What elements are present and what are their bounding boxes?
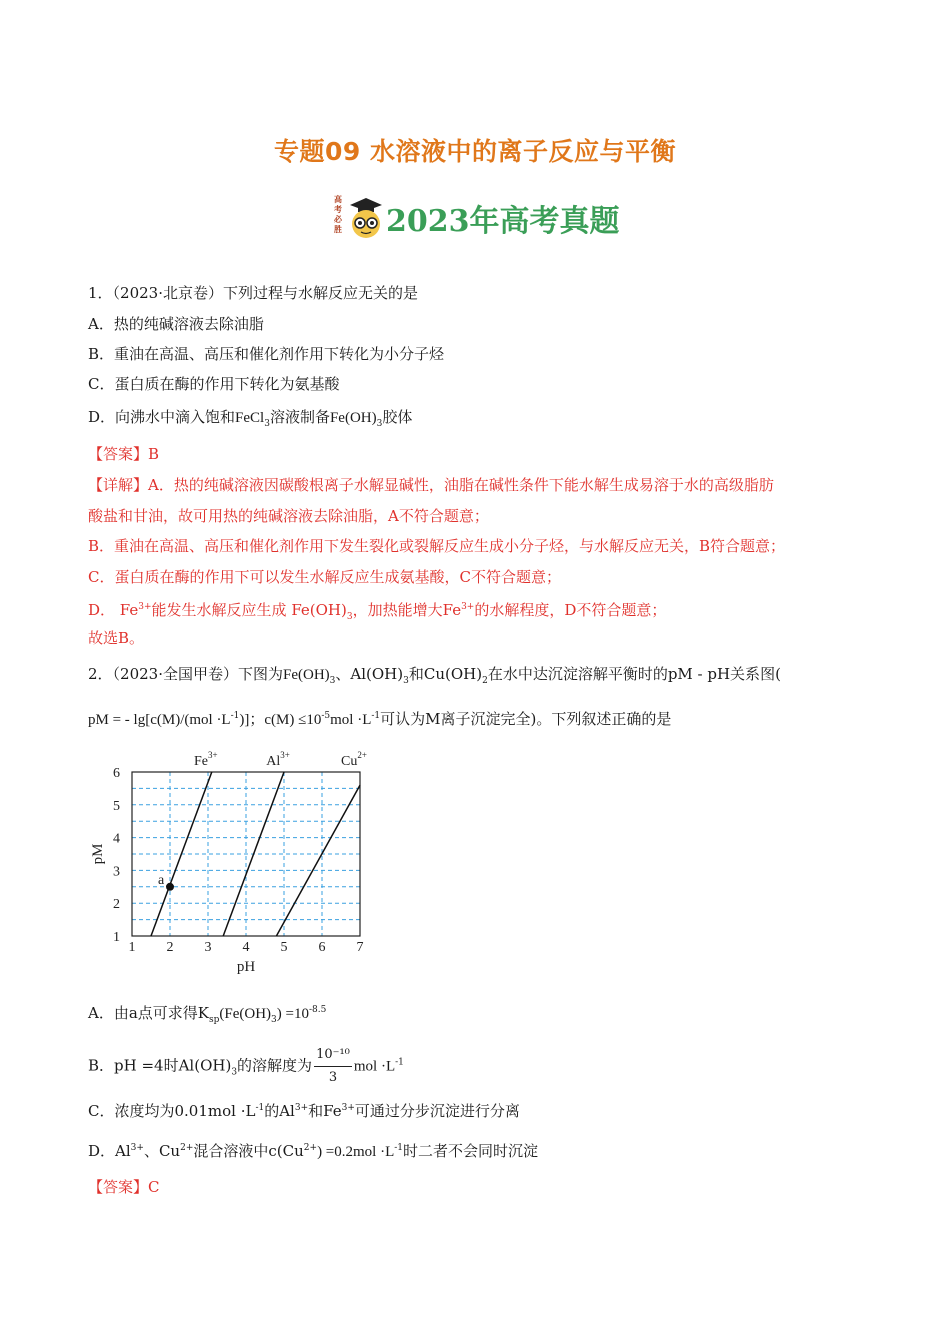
y-tick-label: 2 [113,897,120,913]
q2-stem-line-2: pM = - $\lg[c(M)/(mol \cdot L^{-1})]$；$c(M) \le 10^{-5}mol \cdot L^{-1}$可认为M离子沉淀完全)。下列叙述正确的是 [88,710,672,728]
q2-option-c: C．浓度均为$0.01mol \cdot L^{-1}$的$Al^{3+}$和$Fe^{3+}$可通过分步沉淀进行分离 [88,1102,520,1120]
series-label-fe: $Fe^{3+}$ [194,750,218,769]
y-tick-label: 4 [113,831,120,847]
q2-option-a: A．由a点可求得$K_{sp}(Fe(OH)_3) =10^{-8.5}$ [88,1004,327,1025]
q1-option-a: A．热的纯碱溶液去除油脂 [88,315,264,333]
y-tick-label: 3 [113,864,120,880]
x-tick-label: 1 [128,940,136,955]
section-banner [330,194,630,242]
series-label-cu: $Cu^{2+}$ [341,750,367,769]
x-tick-label: 5 [280,940,288,955]
series-line-cu [276,785,360,936]
q1-option-c: C．蛋白质在酶的作用下转化为氨基酸 [88,375,340,393]
x-tick-label: 2 [166,940,174,955]
x-tick-label: 6 [318,940,326,955]
solubility-fraction: $\frac{\text{10⁻¹⁰}}{3}$ [314,1044,352,1089]
q2-answer: 【答案】C [88,1178,160,1196]
pm-ph-chart [80,745,410,985]
page-title: 专题09 水溶液中的离子反应与平衡 [274,137,676,166]
banner-vertical-text: 高考必胜 [334,194,342,234]
banner-title: 2023年高考真题 [386,204,620,239]
x-axis-label: pH [236,959,256,975]
q1-detail-line-2: 酸盐和甘油，故可用热的纯碱溶液去除油脂，A不符合题意； [88,507,489,525]
y-tick-label: 5 [113,798,120,814]
q1-answer: 【答案】B [88,445,160,463]
q1-detail-line-6: 故选B。 [88,629,145,647]
point-a-label: a [158,872,165,888]
mascot-icon [346,196,386,240]
x-tick-label: 4 [242,940,250,955]
q2-option-d: D．$Al^{3+}$、$Cu^{2+}$混合溶液中$c(Cu^{2+}) =0.2mol \cdot L^{-1}$时二者不会同时沉淀 [88,1142,539,1160]
q1-detail-line-3: B．重油在高温、高压和催化剂作用下发生裂化或裂解反应生成小分子烃，与水解反应无关，B符合题意； [88,537,786,555]
point-a-marker [166,883,174,891]
series-label-al: $Al^{3+}$ [266,750,290,769]
q1-detail-line-4: C．蛋白质在酶的作用下可以发生水解反应生成氨基酸，C不符合题意； [88,568,561,586]
y-axis-label: pM [90,843,106,865]
y-tick-label: 6 [113,766,120,781]
x-tick-label: 3 [204,940,212,955]
q2-stem-line-1: 2．（2023·全国甲卷）下图为$Fe(OH)_3$、$Al(OH)_3$和$Cu(OH)_2$在水中达沉淀溶解平衡时的pM - pH关系图( [88,665,781,686]
q1-stem: 1．（2023·北京卷）下列过程与水解反应无关的是 [88,284,418,302]
q1-detail-line-1: 【详解】A．热的纯碱溶液因碳酸根离子水解显碱性，油脂在碱性条件下能水解生成易溶于水的高级脂肪 [88,476,774,494]
q2-option-b: B．pH =4时$Al(OH)_3$的溶解度为 $\frac{\text{10⁻¹⁰}}{3}$ mol $\cdot L^{-1}$ [88,1044,404,1089]
q1-option-d: D．向沸水中滴入饱和FeCl$_3$溶液制备$Fe(OH)_3$胶体 [88,408,413,429]
y-tick-label: 1 [113,930,120,945]
q1-option-b: B．重油在高温、高压和催化剂作用下转化为小分子烃 [88,345,445,363]
x-tick-label: 7 [356,940,364,955]
q1-detail-line-5: D． $Fe^{3+}$能发生水解反应生成 $Fe(OH)_3$，加热能增大$Fe^{3+}$的水解程度，D不符合题意； [88,601,667,622]
